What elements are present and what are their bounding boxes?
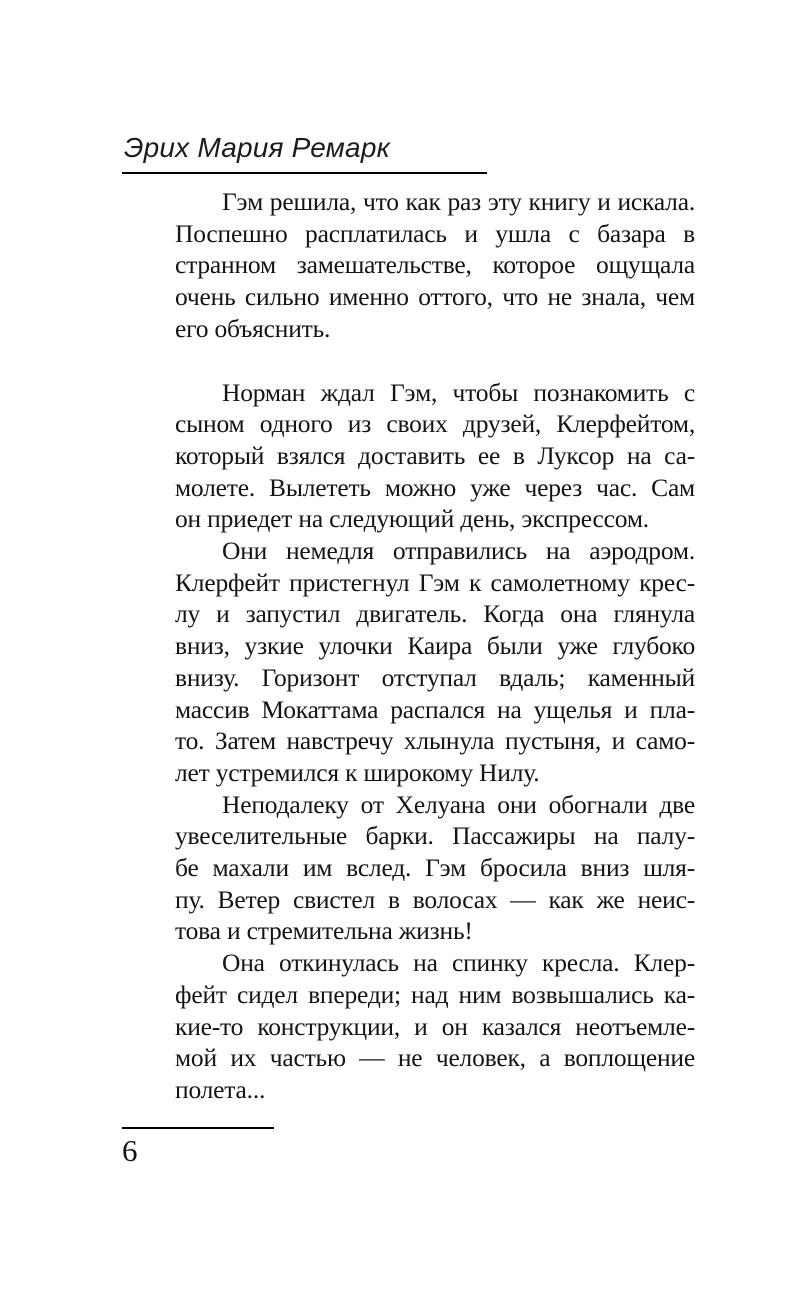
text-line: кие-то конструкции, и он казался неотъемле- xyxy=(175,1011,695,1041)
header-rule xyxy=(122,172,487,174)
text-line: Норман ждал Гэм, чтобы познакомить с xyxy=(222,377,695,407)
text-line: странном замешательстве, которое ощущала xyxy=(175,250,695,280)
text-line: внизу. Горизонт отступал вдаль; каменный xyxy=(175,662,695,692)
text-line: това и стремительна жизнь! xyxy=(175,916,473,946)
text-line: бе махали им вслед. Гэм бросила вниз шля- xyxy=(175,853,695,883)
text-line: мой их частью — не человек, а воплощение xyxy=(175,1043,695,1073)
text-line: молете. Вылететь можно уже через час. Сам xyxy=(175,472,695,502)
author-name: Эрих Мария Ремарк xyxy=(124,132,391,163)
paragraph xyxy=(175,377,695,536)
text-line: массив Мокаттама распался на ущелья и пла- xyxy=(175,694,695,724)
text-line: лет устремился к широкому Нилу. xyxy=(175,757,540,787)
page-body-text xyxy=(175,186,695,1106)
text-line: Они немедля отправились на аэродром. xyxy=(222,536,695,566)
text-line: очень сильно именно оттого, что не знала, чем xyxy=(175,282,695,312)
text-line: Она откинулась на спинку кресла. Клер- xyxy=(222,948,695,978)
text-line: Гэм решила, что как раз эту книгу и искала. xyxy=(222,187,695,216)
text-line: фейт сидел впереди; над ним возвышались ка- xyxy=(175,979,695,1009)
text-line: который взялся доставить ее в Луксор на са- xyxy=(175,440,695,470)
text-line: Неподалеку от Хелуана они обогнали две xyxy=(222,789,695,819)
text-line: полета... xyxy=(175,1074,266,1104)
paragraph xyxy=(175,535,695,789)
paragraph xyxy=(175,186,695,345)
text-line: его объяснить. xyxy=(175,313,331,343)
text-line: увеселительные барки. Пассажиры на палу- xyxy=(175,821,695,851)
page-number: 6 xyxy=(122,1133,138,1168)
text-line: Поспешно расплатилась и ушла с базара в xyxy=(175,218,695,248)
text-line: пу. Ветер свистел в волосах — как же неис- xyxy=(175,884,695,914)
paragraphs xyxy=(175,186,695,1106)
text-line: сыном одного из своих друзей, Клерфейтом, xyxy=(175,409,695,439)
text-line: Клерфейт пристегнул Гэм к самолетному крес- xyxy=(175,567,695,597)
paragraph xyxy=(175,947,695,1106)
paragraph xyxy=(175,789,695,948)
text-line: он приедет на следующий день, экспрессом. xyxy=(175,504,649,534)
text-line: лу и запустил двигатель. Когда она глянула xyxy=(175,599,695,629)
text-line: вниз, узкие улочки Каира были уже глубоко xyxy=(175,631,695,661)
text-line: то. Затем навстречу хлынула пустыня, и само- xyxy=(175,726,695,756)
footer-rule xyxy=(122,1127,274,1129)
